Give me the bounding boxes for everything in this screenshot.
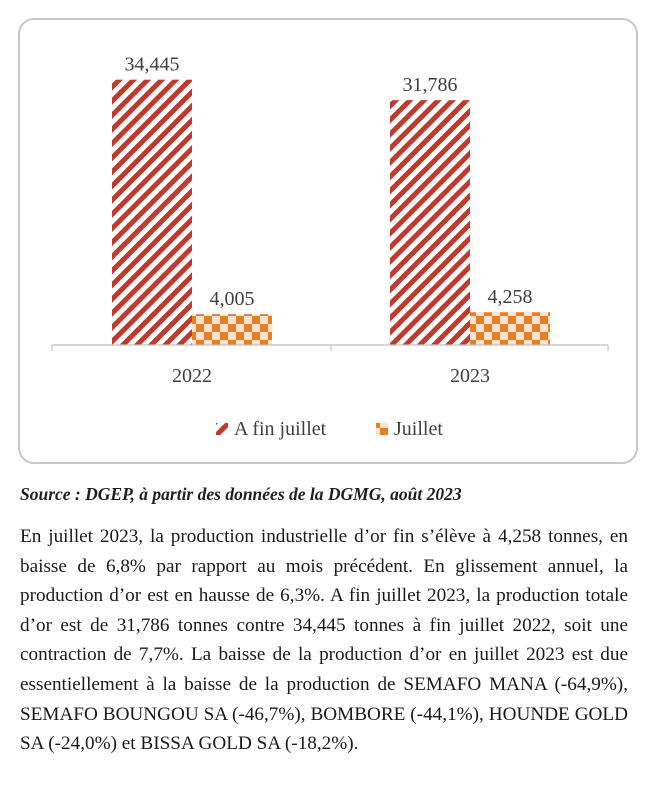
legend-item-juillet (376, 418, 443, 440)
x-tick-label-2023: 2023 (450, 365, 490, 387)
data-label-a-fin-juillet-2023: 31,786 (402, 74, 458, 97)
bar-a-fin-juillet-2023 (390, 100, 470, 345)
legend-label-juillet: Juillet (394, 418, 443, 440)
source-note: Source : DGEP, à partir des données de la DGMG, août 2023 (20, 484, 462, 504)
legend-label-a-fin-juillet: A fin juillet (234, 418, 327, 440)
body-paragraph: En juillet 2023, la production industrielle d’or fin s’élève à 4,258 tonnes, en baisse de 6,8% par rapport au mois précédent. En glissement annuel, la production d’or est en hausse de 6,3%. A fin juillet 2023, la production totale d’or est de 31,786 tonnes contre 34,445 tonnes à fin juillet 2022, soit une contraction de 7,7%. La baisse de la production d’or en juillet 2023 est due essentiellement à la baisse de la production de SEMAFO MANA (-64,9%), SEMAFO BOUNGOU SA (-46,7%), BOMBORE (-44,1%), HOUNDE GOLD SA (-24,0%) et BISSA GOLD SA (-18,2%). (20, 526, 628, 755)
x-tick-label-2022: 2022 (172, 365, 212, 387)
x-ticks-layer (52, 345, 608, 387)
bar-juillet-2022 (192, 314, 272, 345)
legend-swatch-a-fin-juillet (216, 423, 228, 435)
bar-juillet-2023 (470, 312, 550, 345)
data-label-juillet-2022: 4,005 (209, 288, 255, 311)
data-label-a-fin-juillet-2022: 34,445 (124, 53, 180, 76)
bar-a-fin-juillet-2022 (112, 80, 192, 345)
bar-chart (20, 20, 640, 466)
chart-frame (18, 18, 638, 464)
data-label-juillet-2023: 4,258 (487, 286, 533, 309)
legend-swatch-juillet (376, 423, 388, 435)
bars-layer (112, 80, 550, 345)
legend (216, 418, 443, 440)
legend-item-a-fin-juillet (216, 418, 327, 440)
